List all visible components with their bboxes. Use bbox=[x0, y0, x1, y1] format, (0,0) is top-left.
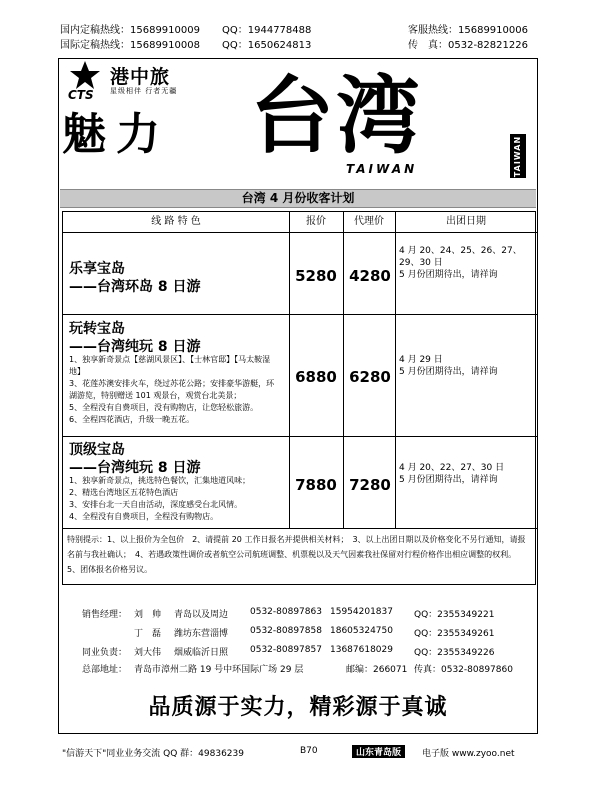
service-hotline: 客服热线：15689910006 bbox=[408, 25, 528, 36]
route-2-price: 6880 bbox=[295, 368, 337, 386]
contact-area: 潍坊东营淄博 bbox=[174, 629, 229, 639]
route-3-agent-price: 7280 bbox=[349, 476, 391, 494]
contact-phone: 0532-80897858 bbox=[250, 626, 322, 636]
footer-site: 电子版 www.zyoo.net bbox=[422, 749, 515, 759]
route-2-dates: 4 月 29 日 5 月份团期待出，请祥询 bbox=[399, 355, 498, 377]
qq-1: QQ：1944778488 bbox=[222, 25, 312, 36]
taiwan-vertical-badge: TAIWAN bbox=[510, 134, 526, 178]
header-agent-price: 代理价 bbox=[354, 216, 384, 227]
hero-meili: 魅力 bbox=[62, 109, 170, 160]
domestic-hotline: 国内定稿热线：15689910009 bbox=[60, 25, 200, 36]
contact-mobile: 18605324750 bbox=[330, 626, 393, 636]
route-1-agent-price: 4280 bbox=[349, 267, 391, 285]
contact-label-sales: 销售经理： bbox=[82, 610, 128, 620]
tour-table bbox=[62, 211, 536, 585]
route-2-title: 玩转宝岛 bbox=[69, 321, 125, 337]
qq-2: QQ：1650624813 bbox=[222, 40, 312, 51]
contact-mobile: 13687618029 bbox=[330, 645, 393, 655]
route-3-price: 7880 bbox=[295, 476, 337, 494]
fax: 传 真：0532-82821226 bbox=[408, 40, 528, 51]
star-logo-icon bbox=[68, 60, 102, 90]
brand-slogan: 星级相伴 行者无疆 bbox=[110, 87, 178, 95]
address-label: 总部地址： bbox=[82, 665, 128, 675]
footer-edition-badge: 山东青岛版 bbox=[352, 745, 405, 758]
route-3-dates: 4 月 20、22、27、30 日 5 月份团期待出，请祥询 bbox=[399, 463, 505, 485]
contact-phone: 0532-80897863 bbox=[250, 607, 322, 617]
contact-area: 烟威临沂日照 bbox=[174, 648, 229, 658]
hq-fax: 传真：0532-80897860 bbox=[414, 665, 513, 675]
contact-mobile: 15954201837 bbox=[330, 607, 393, 617]
route-2-features: 1、独享新奇景点【慈湖风景区】、【士林官邸】【马太鞍湿地】 3、花莲苏澳安排火车，绕过苏花公路；安排豪华游艇，环湖游览，特别赠送 101 观景台，观赏台北美景； 5、全程没有自费项目，没有购物店，让您轻松旅游。 6、全程四花酒店，升级一晚五花。 bbox=[69, 355, 275, 424]
route-3-title: 顶级宝岛 bbox=[69, 442, 125, 458]
brand-name: 港中旅 bbox=[110, 66, 171, 88]
route-1-subtitle: ——台湾环岛 8 日游 bbox=[69, 279, 201, 295]
route-1-price: 5280 bbox=[295, 267, 337, 285]
header-dates: 出团日期 bbox=[446, 216, 486, 227]
hero-taiwan-script: TAIWAN bbox=[346, 162, 418, 176]
contact-phone: 0532-80897857 bbox=[250, 645, 322, 655]
contact-name: 丁 磊 bbox=[134, 629, 162, 639]
header-route: 线 路 特 色 bbox=[151, 216, 201, 227]
address: 青岛市漳州二路 19 号中环国际广场 29 层 bbox=[134, 665, 304, 675]
route-2-agent-price: 6280 bbox=[349, 368, 391, 386]
footer-page-number: B70 bbox=[300, 746, 318, 756]
contact-name: 刘大伟 bbox=[134, 648, 162, 658]
contact-area: 青岛以及周边 bbox=[174, 610, 229, 620]
contact-qq: QQ：2355349261 bbox=[414, 629, 495, 639]
contact-qq: QQ：2355349226 bbox=[414, 648, 495, 658]
plan-title: 台湾 4 月份收客计划 bbox=[60, 189, 536, 208]
route-1-dates: 4 月 20、24、25、26、27、29、30 日 5 月份团期待出，请祥询 bbox=[399, 246, 522, 280]
intl-hotline: 国际定稿热线：15689910008 bbox=[60, 40, 200, 51]
postcode: 邮编：266071 bbox=[346, 665, 408, 675]
hero-taiwan: 台湾 bbox=[250, 66, 423, 165]
contact-label-trade: 同业负责： bbox=[82, 648, 128, 658]
cts-logo-text: CTS bbox=[68, 88, 94, 102]
route-2-subtitle: ——台湾纯玩 8 日游 bbox=[69, 339, 201, 355]
quality-slogan: 品质源于实力，精彩源于真诚 bbox=[148, 694, 448, 720]
route-3-subtitle: ——台湾纯玩 8 日游 bbox=[69, 460, 201, 476]
footer-qq-group: "信游天下"同业业务交流 QQ 群：49836239 bbox=[62, 749, 244, 759]
header-price: 报价 bbox=[306, 216, 326, 227]
route-3-features: 1、独享新奇景点，挑选特色餐饮，汇集地道风味； 2、精选台湾地区五花特色酒店 3、安排台北一天自由活动，深度感受台北风情。 4、全程没有自费项目，全程没有购物店。 bbox=[69, 476, 251, 521]
route-1-title: 乐享宝岛 bbox=[69, 261, 125, 277]
special-notes: 特别提示：1、以上报价为全包价 2、请提前 20 工作日报名并提供相关材料； 3、以上出团日期以及价格变化不另行通知，请报名前与我社确认； 4、若遇政策性调价或者航空公司航班调整、机票税以及天气因素我社保留对行程价格作出相应调整的权利。 5、团体报名价格另议。 bbox=[67, 535, 526, 574]
contact-qq: QQ：2355349221 bbox=[414, 610, 495, 620]
contact-name: 刘 帅 bbox=[134, 610, 162, 620]
